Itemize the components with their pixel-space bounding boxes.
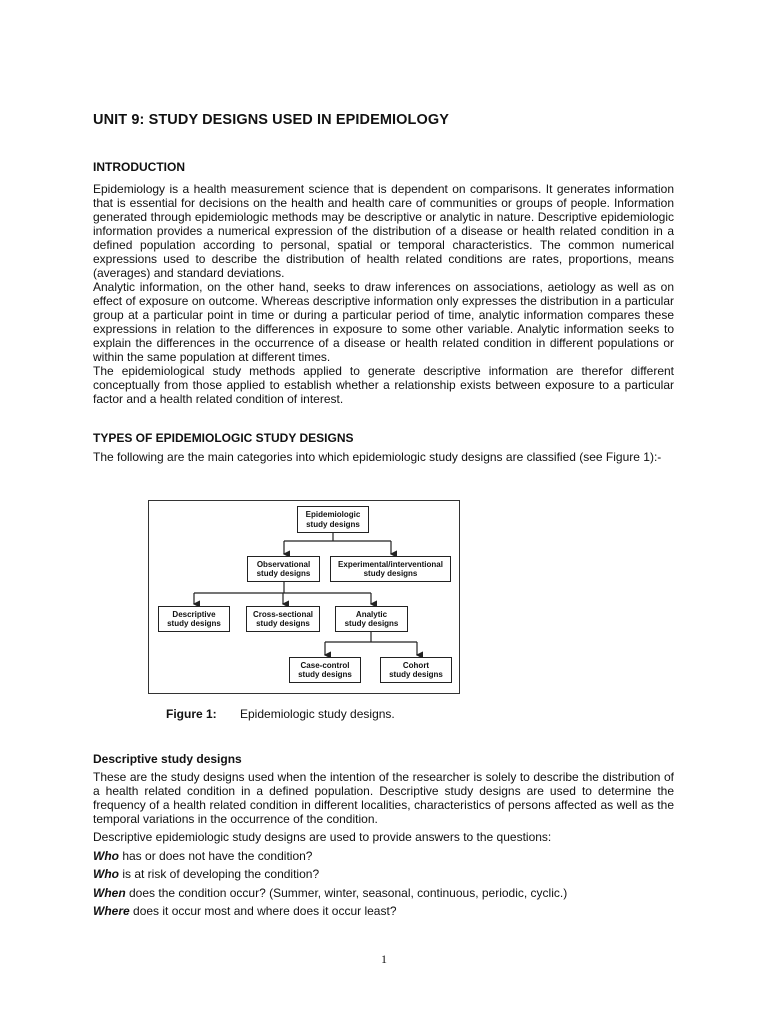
question-3 bbox=[93, 886, 567, 900]
question-3-text: does the condition occur? (Summer, winter, seasonal, continuous, periodic, cyclic.) bbox=[125, 886, 568, 900]
page-number: 1 bbox=[381, 952, 387, 966]
node-label-line: Experimental/interventional bbox=[338, 559, 443, 569]
intro-paragraph-3: The epidemiological study methods applied to generate descriptive information are therefor different conceptually from those applied to establish whether a relationship exists between exposure to a particular factor and a health related condition of interest. bbox=[93, 364, 674, 406]
node-label-line: study designs bbox=[167, 619, 221, 628]
node-label-line: Analytic bbox=[355, 609, 388, 619]
node-label-line: Descriptive bbox=[172, 609, 216, 619]
page-title: UNIT 9: STUDY DESIGNS USED IN EPIDEMIOLOGY bbox=[93, 112, 450, 128]
question-1-keyword: Who bbox=[93, 849, 119, 863]
types-heading: TYPES OF EPIDEMIOLOGIC STUDY DESIGNS bbox=[93, 431, 354, 445]
question-4 bbox=[93, 904, 397, 918]
question-1-text: has or does not have the condition? bbox=[119, 849, 313, 863]
node-label-line: study designs bbox=[256, 569, 311, 578]
node-label-line: Cohort bbox=[402, 660, 430, 670]
figure-caption-label: Figure 1: bbox=[166, 707, 217, 721]
node-analytic-designs bbox=[335, 606, 408, 632]
node-label-line: study designs bbox=[256, 619, 310, 628]
node-label-line: Epidemiologic bbox=[305, 510, 361, 519]
node-label-line: study designs bbox=[363, 569, 418, 578]
figure-caption-text: Epidemiologic study designs. bbox=[240, 707, 395, 721]
figure-1-diagram bbox=[148, 500, 460, 694]
question-2-text: is at risk of developing the condition? bbox=[119, 867, 320, 881]
node-label-line: study designs bbox=[389, 670, 443, 679]
node-label-line: study designs bbox=[344, 619, 399, 628]
node-experimental-designs bbox=[330, 556, 451, 582]
node-epidemiologic-designs bbox=[297, 506, 369, 533]
introduction-heading: INTRODUCTION bbox=[93, 160, 185, 174]
node-label-line: Observational bbox=[256, 559, 311, 569]
descriptive-paragraph: These are the study designs used when the intention of the researcher is solely to describe the distribution of a health related condition in a defined population. Descriptive study designs are used to determine the frequency of a health related condition in different localities, characteristics of persons affected as well as the temporal variations in the occurrence of the condition. bbox=[93, 770, 674, 826]
node-label-line: study designs bbox=[306, 519, 360, 529]
node-label-line: Cross-sectional bbox=[252, 609, 314, 619]
question-3-keyword: When bbox=[93, 886, 126, 900]
node-observational-designs bbox=[247, 556, 320, 582]
node-case-control-designs bbox=[289, 657, 361, 683]
node-label-line: study designs bbox=[298, 670, 352, 679]
question-2 bbox=[93, 867, 319, 881]
node-cross-sectional-designs bbox=[246, 606, 320, 632]
intro-paragraph-2: Analytic information, on the other hand, seeks to draw inferences on associations, aetiology as well as on effect of exposure on outcome. Whereas descriptive information only expresses the distribution in a particular group at a particular point in time or during a particular period of time, analytic information compares these expressions in relation to the differences in exposure to some other variable. Analytic information seeks to explain the differences in the occurrence of a disease or health related condition in different populations or within the same population at different times. bbox=[93, 280, 674, 364]
node-descriptive-designs bbox=[158, 606, 230, 632]
question-2-keyword: Who bbox=[93, 867, 119, 881]
descriptive-heading: Descriptive study designs bbox=[93, 752, 242, 766]
node-cohort-designs bbox=[380, 657, 452, 683]
figure-caption bbox=[166, 707, 395, 721]
types-paragraph: The following are the main categories into which epidemiologic study designs are classified (see Figure 1):- bbox=[93, 450, 662, 464]
question-1 bbox=[93, 849, 312, 863]
intro-paragraph-1: Epidemiology is a health measurement science that is dependent on comparisons. It generates information that is essential for decisions on the health and health care of communities or groups of people. Information generated through epidemiologic methods may be descriptive or analytic in nature. Descriptive epidemiologic information provides a numerical expression of the distribution of a disease or health related condition in a defined population according to personal, spatial or temporal characteristics. The common numerical expressions used to describe the distribution of health related conditions are rates, proportions, means (averages) and standard deviations. bbox=[93, 182, 674, 280]
question-4-keyword: Where bbox=[93, 904, 130, 918]
question-4-text: does it occur most and where does it occur least? bbox=[129, 904, 397, 918]
node-label-line: Case-control bbox=[300, 660, 350, 670]
questions-intro: Descriptive epidemiologic study designs are used to provide answers to the questions: bbox=[93, 830, 552, 844]
